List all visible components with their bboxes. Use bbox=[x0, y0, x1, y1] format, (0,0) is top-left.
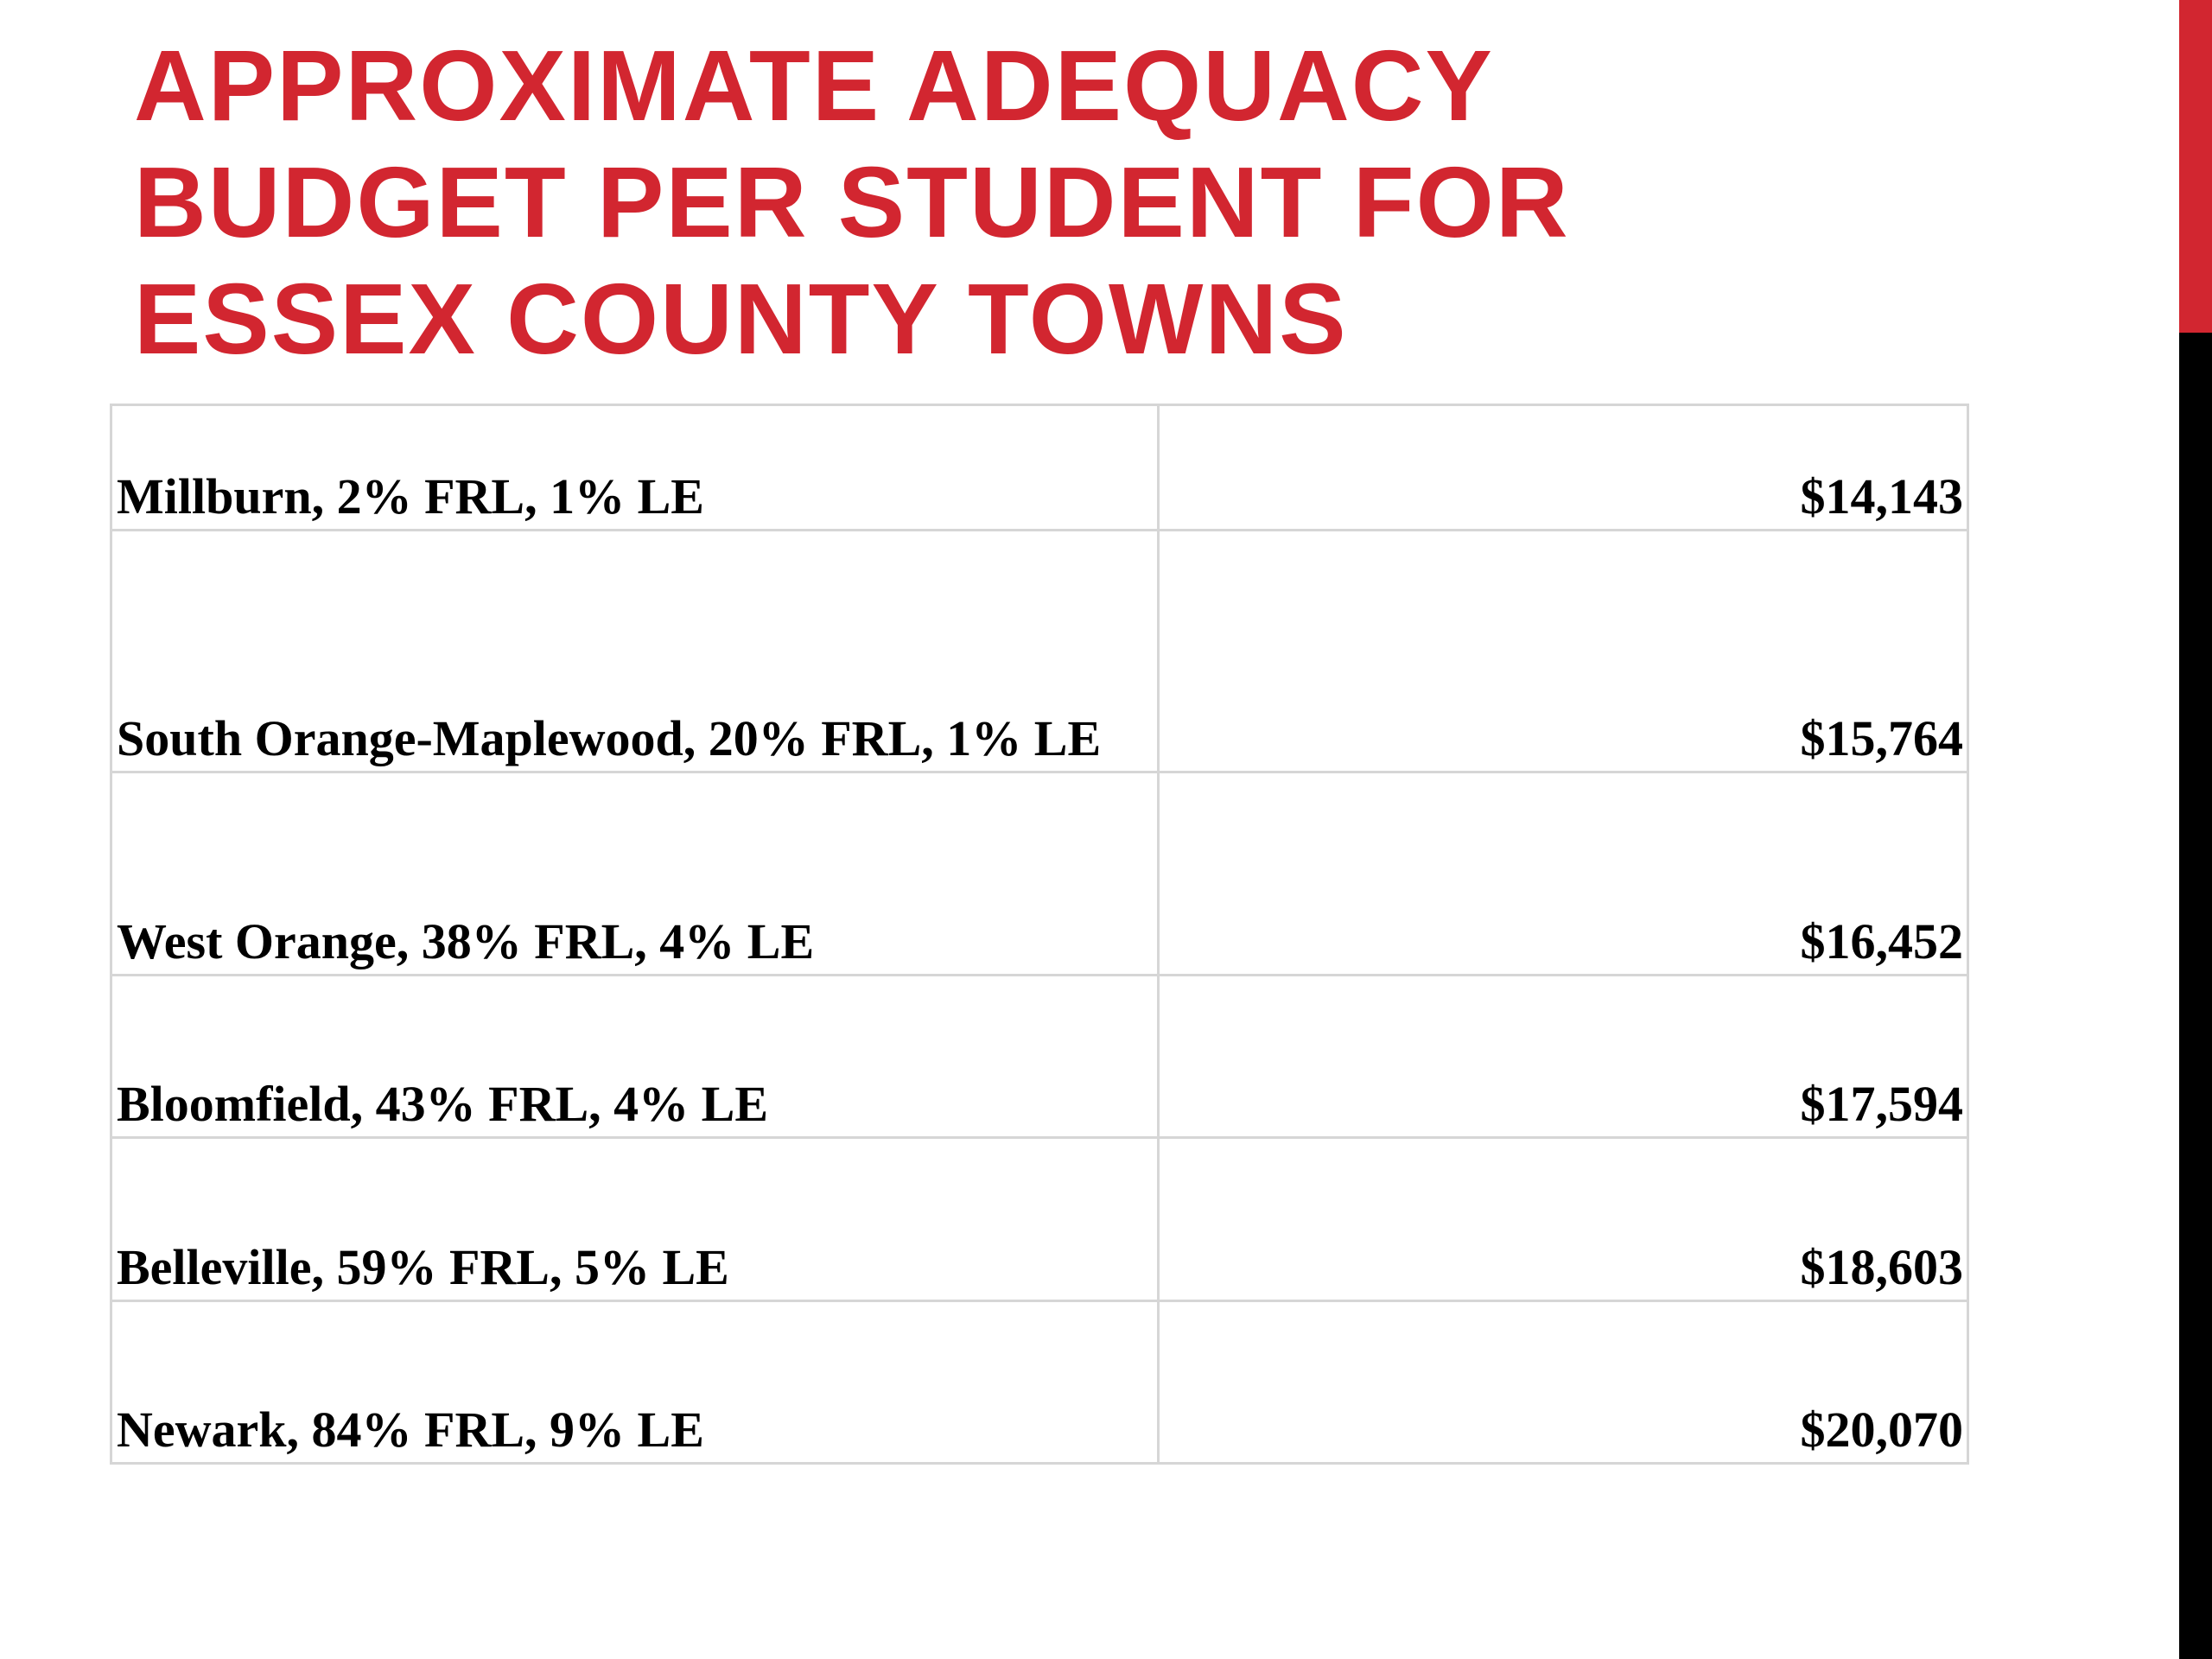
town-cell: South Orange-Maplewood, 20% FRL, 1% LE bbox=[111, 531, 1159, 772]
town-cell: Millburn, 2% FRL, 1% LE bbox=[111, 405, 1159, 531]
budget-cell: $16,452 bbox=[1159, 772, 1968, 976]
table-row bbox=[111, 1138, 1968, 1301]
table-row bbox=[111, 1301, 1968, 1464]
title-line-2: BUDGET PER STUDENT FOR bbox=[134, 146, 1570, 258]
accent-bar-red bbox=[2179, 0, 2212, 333]
table-row bbox=[111, 531, 1968, 772]
budget-cell: $18,603 bbox=[1159, 1138, 1968, 1301]
slide-title bbox=[134, 28, 2035, 378]
town-cell: Newark, 84% FRL, 9% LE bbox=[111, 1301, 1159, 1464]
budget-cell: $15,764 bbox=[1159, 531, 1968, 772]
budget-cell: $20,070 bbox=[1159, 1301, 1968, 1464]
town-cell: Belleville, 59% FRL, 5% LE bbox=[111, 1138, 1159, 1301]
table-row bbox=[111, 976, 1968, 1138]
table-row bbox=[111, 772, 1968, 976]
title-line-3: ESSEX COUNTY TOWNS bbox=[134, 263, 1348, 375]
budget-table bbox=[110, 404, 1969, 1465]
budget-cell: $17,594 bbox=[1159, 976, 1968, 1138]
title-line-1: APPROXIMATE ADEQUACY bbox=[134, 29, 1494, 142]
table-row bbox=[111, 405, 1968, 531]
budget-cell: $14,143 bbox=[1159, 405, 1968, 531]
town-cell: Bloomfield, 43% FRL, 4% LE bbox=[111, 976, 1159, 1138]
town-cell: West Orange, 38% FRL, 4% LE bbox=[111, 772, 1159, 976]
accent-bar-black bbox=[2179, 333, 2212, 1659]
